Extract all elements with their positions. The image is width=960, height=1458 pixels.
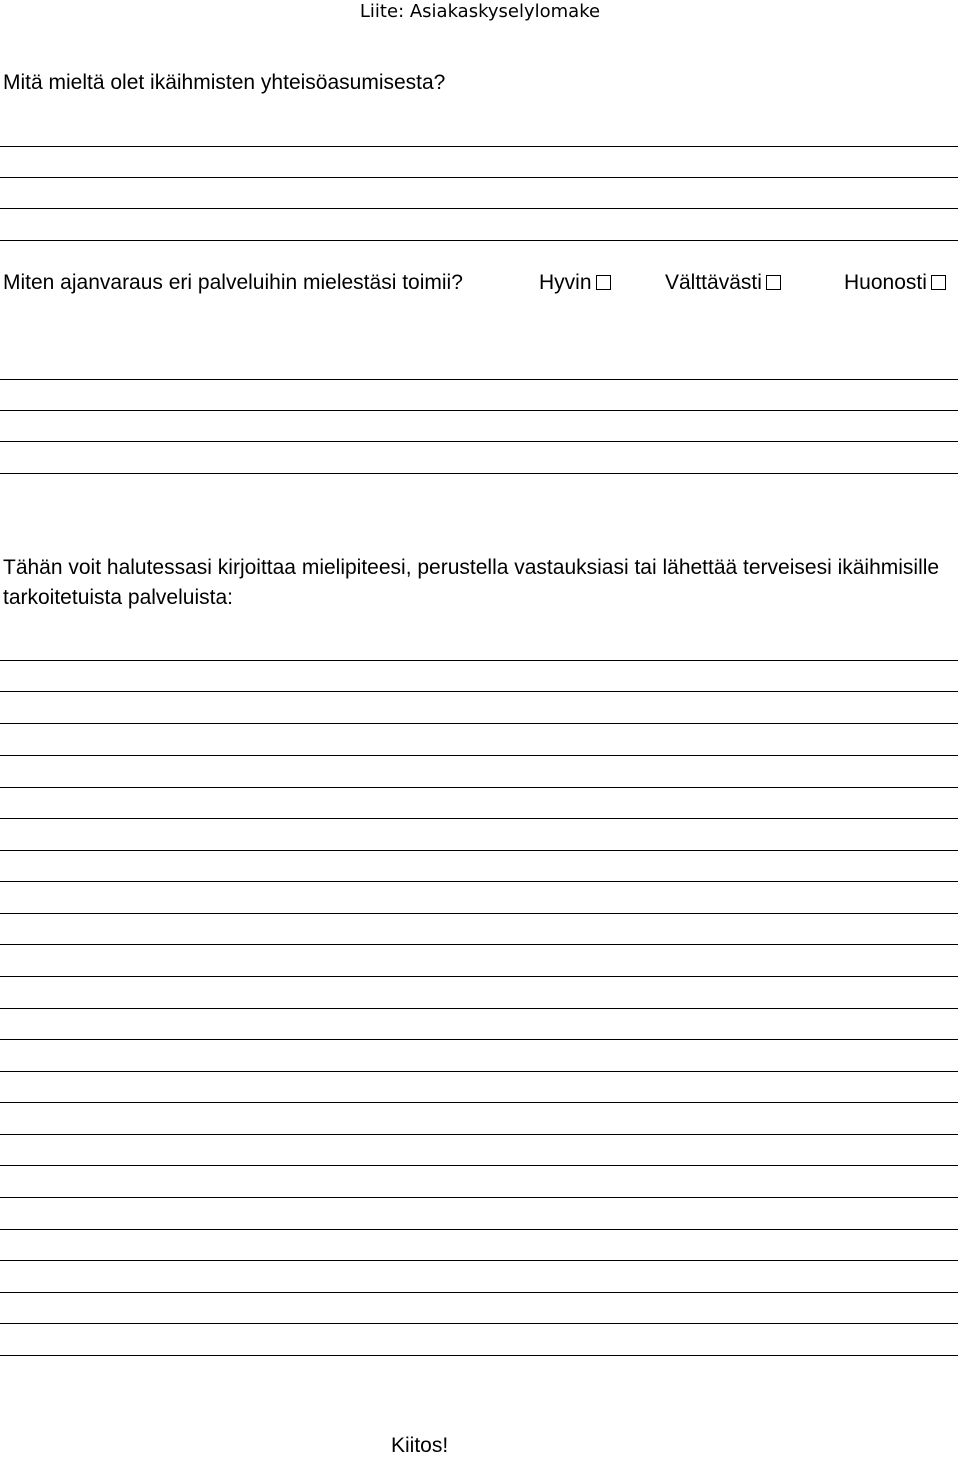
answer-line[interactable] <box>0 787 958 788</box>
answer-line[interactable] <box>0 146 958 147</box>
answer-line[interactable] <box>0 208 958 209</box>
answer-line[interactable] <box>0 473 958 474</box>
answer-line[interactable] <box>0 1008 958 1009</box>
question-1-label: Mitä mieltä olet ikäihmisten yhteisöasumisesta? <box>3 71 446 94</box>
checkbox-good[interactable] <box>596 275 611 290</box>
answer-line[interactable] <box>0 944 958 945</box>
answer-line[interactable] <box>0 177 958 178</box>
answer-line[interactable] <box>0 1165 958 1166</box>
answer-line[interactable] <box>0 1197 958 1198</box>
question-2-label: Miten ajanvaraus eri palveluihin mielestäsi toimii? <box>3 271 463 294</box>
answer-line[interactable] <box>0 818 958 819</box>
answer-line[interactable] <box>0 881 958 882</box>
checkbox-poor[interactable] <box>931 275 946 290</box>
answer-line[interactable] <box>0 691 958 692</box>
answer-line[interactable] <box>0 410 958 411</box>
option-good-label: Hyvin <box>539 271 592 294</box>
answer-line[interactable] <box>0 1134 958 1135</box>
answer-line[interactable] <box>0 1323 958 1324</box>
option-fair[interactable] <box>665 271 781 295</box>
answer-line[interactable] <box>0 1355 958 1356</box>
answer-line[interactable] <box>0 755 958 756</box>
answer-line[interactable] <box>0 441 958 442</box>
answer-line[interactable] <box>0 976 958 977</box>
answer-line[interactable] <box>0 379 958 380</box>
answer-line[interactable] <box>0 240 958 241</box>
page-header: Liite: Asiakaskyselylomake <box>359 1 601 22</box>
answer-line[interactable] <box>0 1292 958 1293</box>
answer-line[interactable] <box>0 850 958 851</box>
answer-line[interactable] <box>0 1071 958 1072</box>
question-2 <box>3 271 960 295</box>
answer-line[interactable] <box>0 1260 958 1261</box>
answer-line[interactable] <box>0 913 958 914</box>
question-3-label: Tähän voit halutessasi kirjoittaa mielipiteesi, perustella vastauksiasi tai lähettää terveisesi ikäihmisille tarkoitetuista palveluista: <box>3 556 940 609</box>
answer-line[interactable] <box>0 1102 958 1103</box>
checkbox-fair[interactable] <box>766 275 781 290</box>
thank-you-text: Kiitos! <box>391 1434 449 1457</box>
option-poor[interactable] <box>844 271 946 295</box>
option-good[interactable] <box>539 271 611 295</box>
answer-line[interactable] <box>0 660 958 661</box>
answer-line[interactable] <box>0 1039 958 1040</box>
option-poor-label: Huonosti <box>844 271 927 294</box>
option-fair-label: Välttävästi <box>665 271 762 294</box>
answer-line[interactable] <box>0 1229 958 1230</box>
answer-line[interactable] <box>0 723 958 724</box>
